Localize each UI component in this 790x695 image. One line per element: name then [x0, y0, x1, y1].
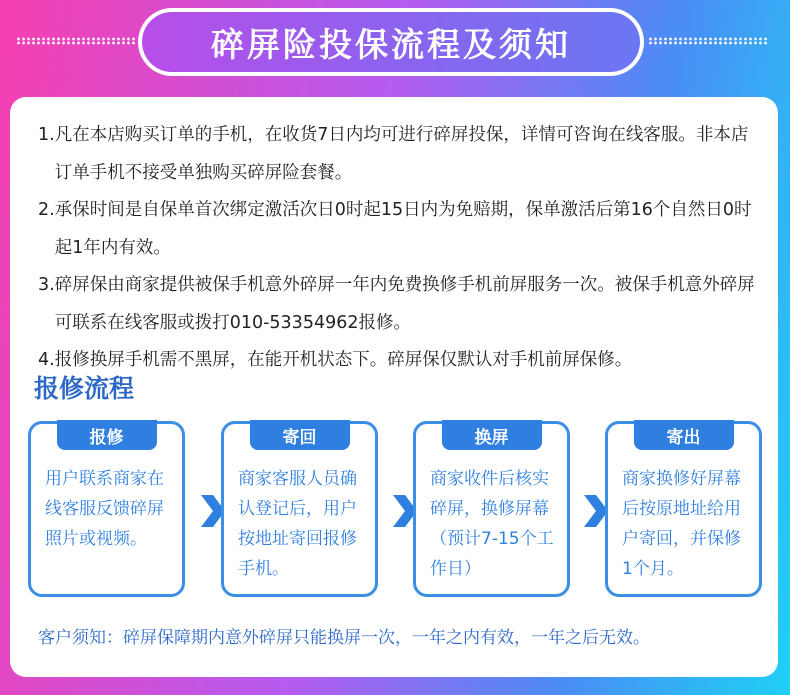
page-title: 碎屏险投保流程及须知 [142, 12, 640, 72]
customer-notice: 客户须知：碎屏保障期内意外碎屏只能换屏一次，一年之内有效，一年之后无效。 [38, 628, 650, 648]
step-label: 寄出 [634, 420, 734, 450]
rule-text: 报修换屏手机需不黑屏，在能开机状态下。碎屏保仅默认对手机前屏保修。 [54, 350, 633, 370]
rule-number: 3. [38, 275, 55, 295]
step-label: 寄回 [250, 420, 350, 450]
rule-item [38, 267, 763, 342]
process-step-return [221, 421, 378, 597]
process-steps [28, 421, 768, 601]
title-banner [138, 8, 644, 76]
process-section-title: 报修流程 [34, 374, 135, 403]
step-description: 商家客服人员确认登记后，用户按地址寄回报修手机。 [238, 469, 357, 579]
process-step-ship [605, 421, 762, 597]
content-card [10, 97, 778, 677]
decorative-dots-right [648, 37, 768, 45]
step-label: 换屏 [442, 420, 542, 450]
rule-item [38, 192, 763, 267]
rule-number: 1. [38, 125, 55, 145]
rule-text: 凡在本店购买订单的手机，在收货7日内均可进行碎屏投保，详情可咨询在线客服。非本店订单手机不接受单独购买碎屏险套餐。 [54, 125, 749, 183]
decorative-dots-left [16, 37, 136, 45]
step-label: 报修 [57, 420, 157, 450]
step-description: 用户联系商家在线客服反馈碎屏照片或视频。 [45, 469, 164, 549]
rule-number: 4. [38, 350, 55, 370]
rules-list [38, 117, 763, 380]
process-step-report [28, 421, 185, 597]
rule-text: 碎屏保由商家提供被保手机意外碎屏一年内免费换修手机前屏服务一次。被保手机意外碎屏可联系在线客服或拨打010-53354962报修。 [54, 275, 755, 333]
rule-item [38, 342, 763, 380]
process-step-replace [413, 421, 570, 597]
rule-text: 承保时间是自保单首次绑定激活次日0时起15日内为免赔期，保单激活后第16个自然日0时起1年内有效。 [54, 200, 752, 258]
rule-number: 2. [38, 200, 55, 220]
step-description: 商家换修好屏幕后按原地址给用户寄回，并保修1个月。 [622, 469, 741, 579]
header-bar [0, 0, 790, 88]
step-description: 商家收件后核实碎屏，换修屏幕（预计7-15个工作日） [430, 469, 554, 579]
rule-item [38, 117, 763, 192]
